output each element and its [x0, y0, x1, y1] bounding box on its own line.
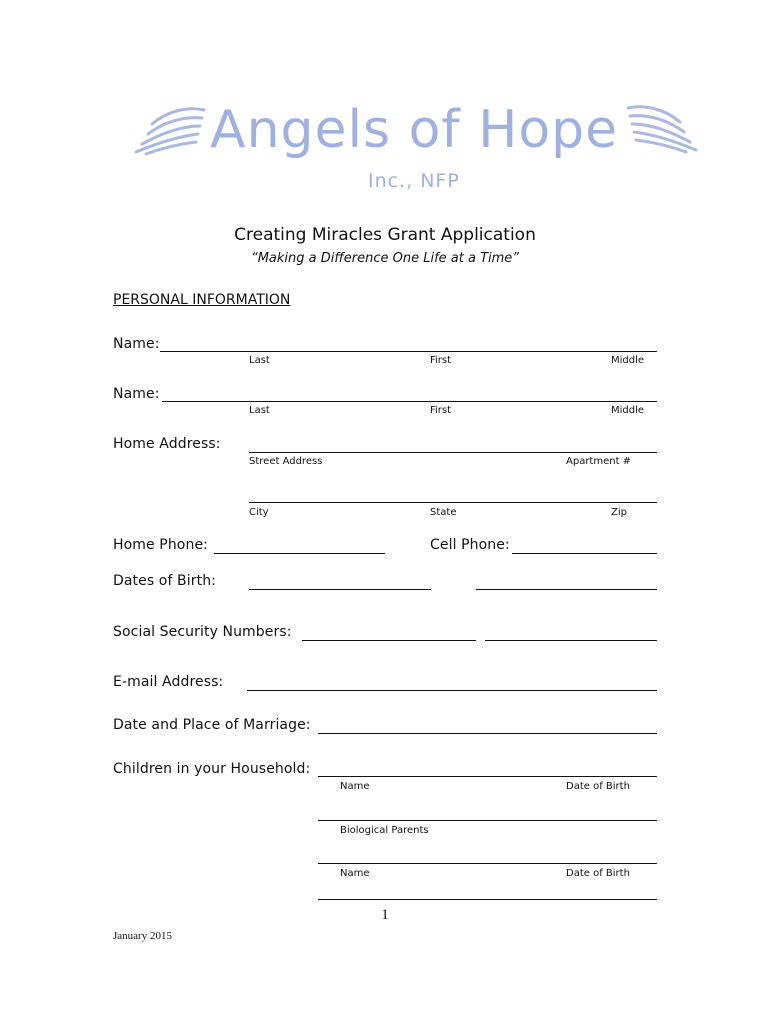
- name-sub-middle-1: Middle: [611, 355, 645, 366]
- cell-phone-field[interactable]: [512, 553, 657, 554]
- section-title: PERSONAL INFORMATION: [113, 292, 291, 308]
- cell-phone-label: Cell Phone:: [430, 537, 510, 553]
- page-number: 1: [381, 907, 389, 923]
- street-address-sub: Street Address: [249, 456, 323, 467]
- email-field[interactable]: [247, 690, 657, 691]
- name-sub-middle-2: Middle: [611, 405, 645, 416]
- name-sub-last-1: Last: [249, 355, 270, 366]
- zip-sub: Zip: [611, 507, 627, 518]
- state-sub: State: [430, 507, 457, 518]
- name-sub-first-2: First: [430, 405, 452, 416]
- biological-parents-field[interactable]: [318, 820, 657, 821]
- street-address-field[interactable]: [249, 452, 657, 453]
- home-phone-field[interactable]: [214, 553, 385, 554]
- child-field-3[interactable]: [318, 899, 657, 900]
- ssn-field-1[interactable]: [302, 640, 476, 641]
- name-label-1: Name:: [113, 336, 160, 352]
- name-label-2: Name:: [113, 386, 160, 402]
- form-title: Creating Miracles Grant Application: [234, 225, 536, 245]
- home-address-label: Home Address:: [113, 436, 221, 452]
- name-sub-last-2: Last: [249, 405, 270, 416]
- email-label: E-mail Address:: [113, 674, 224, 690]
- right-wing-icon: [624, 100, 704, 156]
- ssn-label: Social Security Numbers:: [113, 624, 292, 640]
- home-phone-label: Home Phone:: [113, 537, 208, 553]
- logo-suffix: Inc., NFP: [368, 170, 460, 192]
- child-field-1[interactable]: [318, 776, 657, 777]
- city-state-zip-field[interactable]: [249, 502, 657, 503]
- child-dob-sub: Date of Birth: [566, 781, 630, 792]
- dates-of-birth-label: Dates of Birth:: [113, 573, 216, 589]
- biological-parents-sub: Biological Parents: [340, 825, 429, 836]
- logo-name: Angels of Hope: [210, 100, 619, 160]
- child-name-sub-2: Name: [340, 868, 370, 879]
- ssn-field-2[interactable]: [485, 640, 657, 641]
- child-name-sub: Name: [340, 781, 370, 792]
- left-wing-icon: [128, 102, 208, 158]
- children-label: Children in your Household:: [113, 761, 311, 777]
- child-dob-sub-2: Date of Birth: [566, 868, 630, 879]
- date-of-birth-field-1[interactable]: [249, 589, 431, 590]
- marriage-label: Date and Place of Marriage:: [113, 717, 311, 733]
- child-field-2[interactable]: [318, 863, 657, 864]
- marriage-field[interactable]: [318, 733, 657, 734]
- apartment-sub: Apartment #: [566, 456, 632, 467]
- footer-date: January 2015: [113, 930, 172, 942]
- date-of-birth-field-2[interactable]: [476, 589, 657, 590]
- form-tagline: “Making a Difference One Life at a Time”: [250, 251, 520, 266]
- name-field-2[interactable]: [162, 401, 657, 402]
- name-field-1[interactable]: [160, 351, 657, 352]
- name-sub-first-1: First: [430, 355, 452, 366]
- city-sub: City: [249, 507, 269, 518]
